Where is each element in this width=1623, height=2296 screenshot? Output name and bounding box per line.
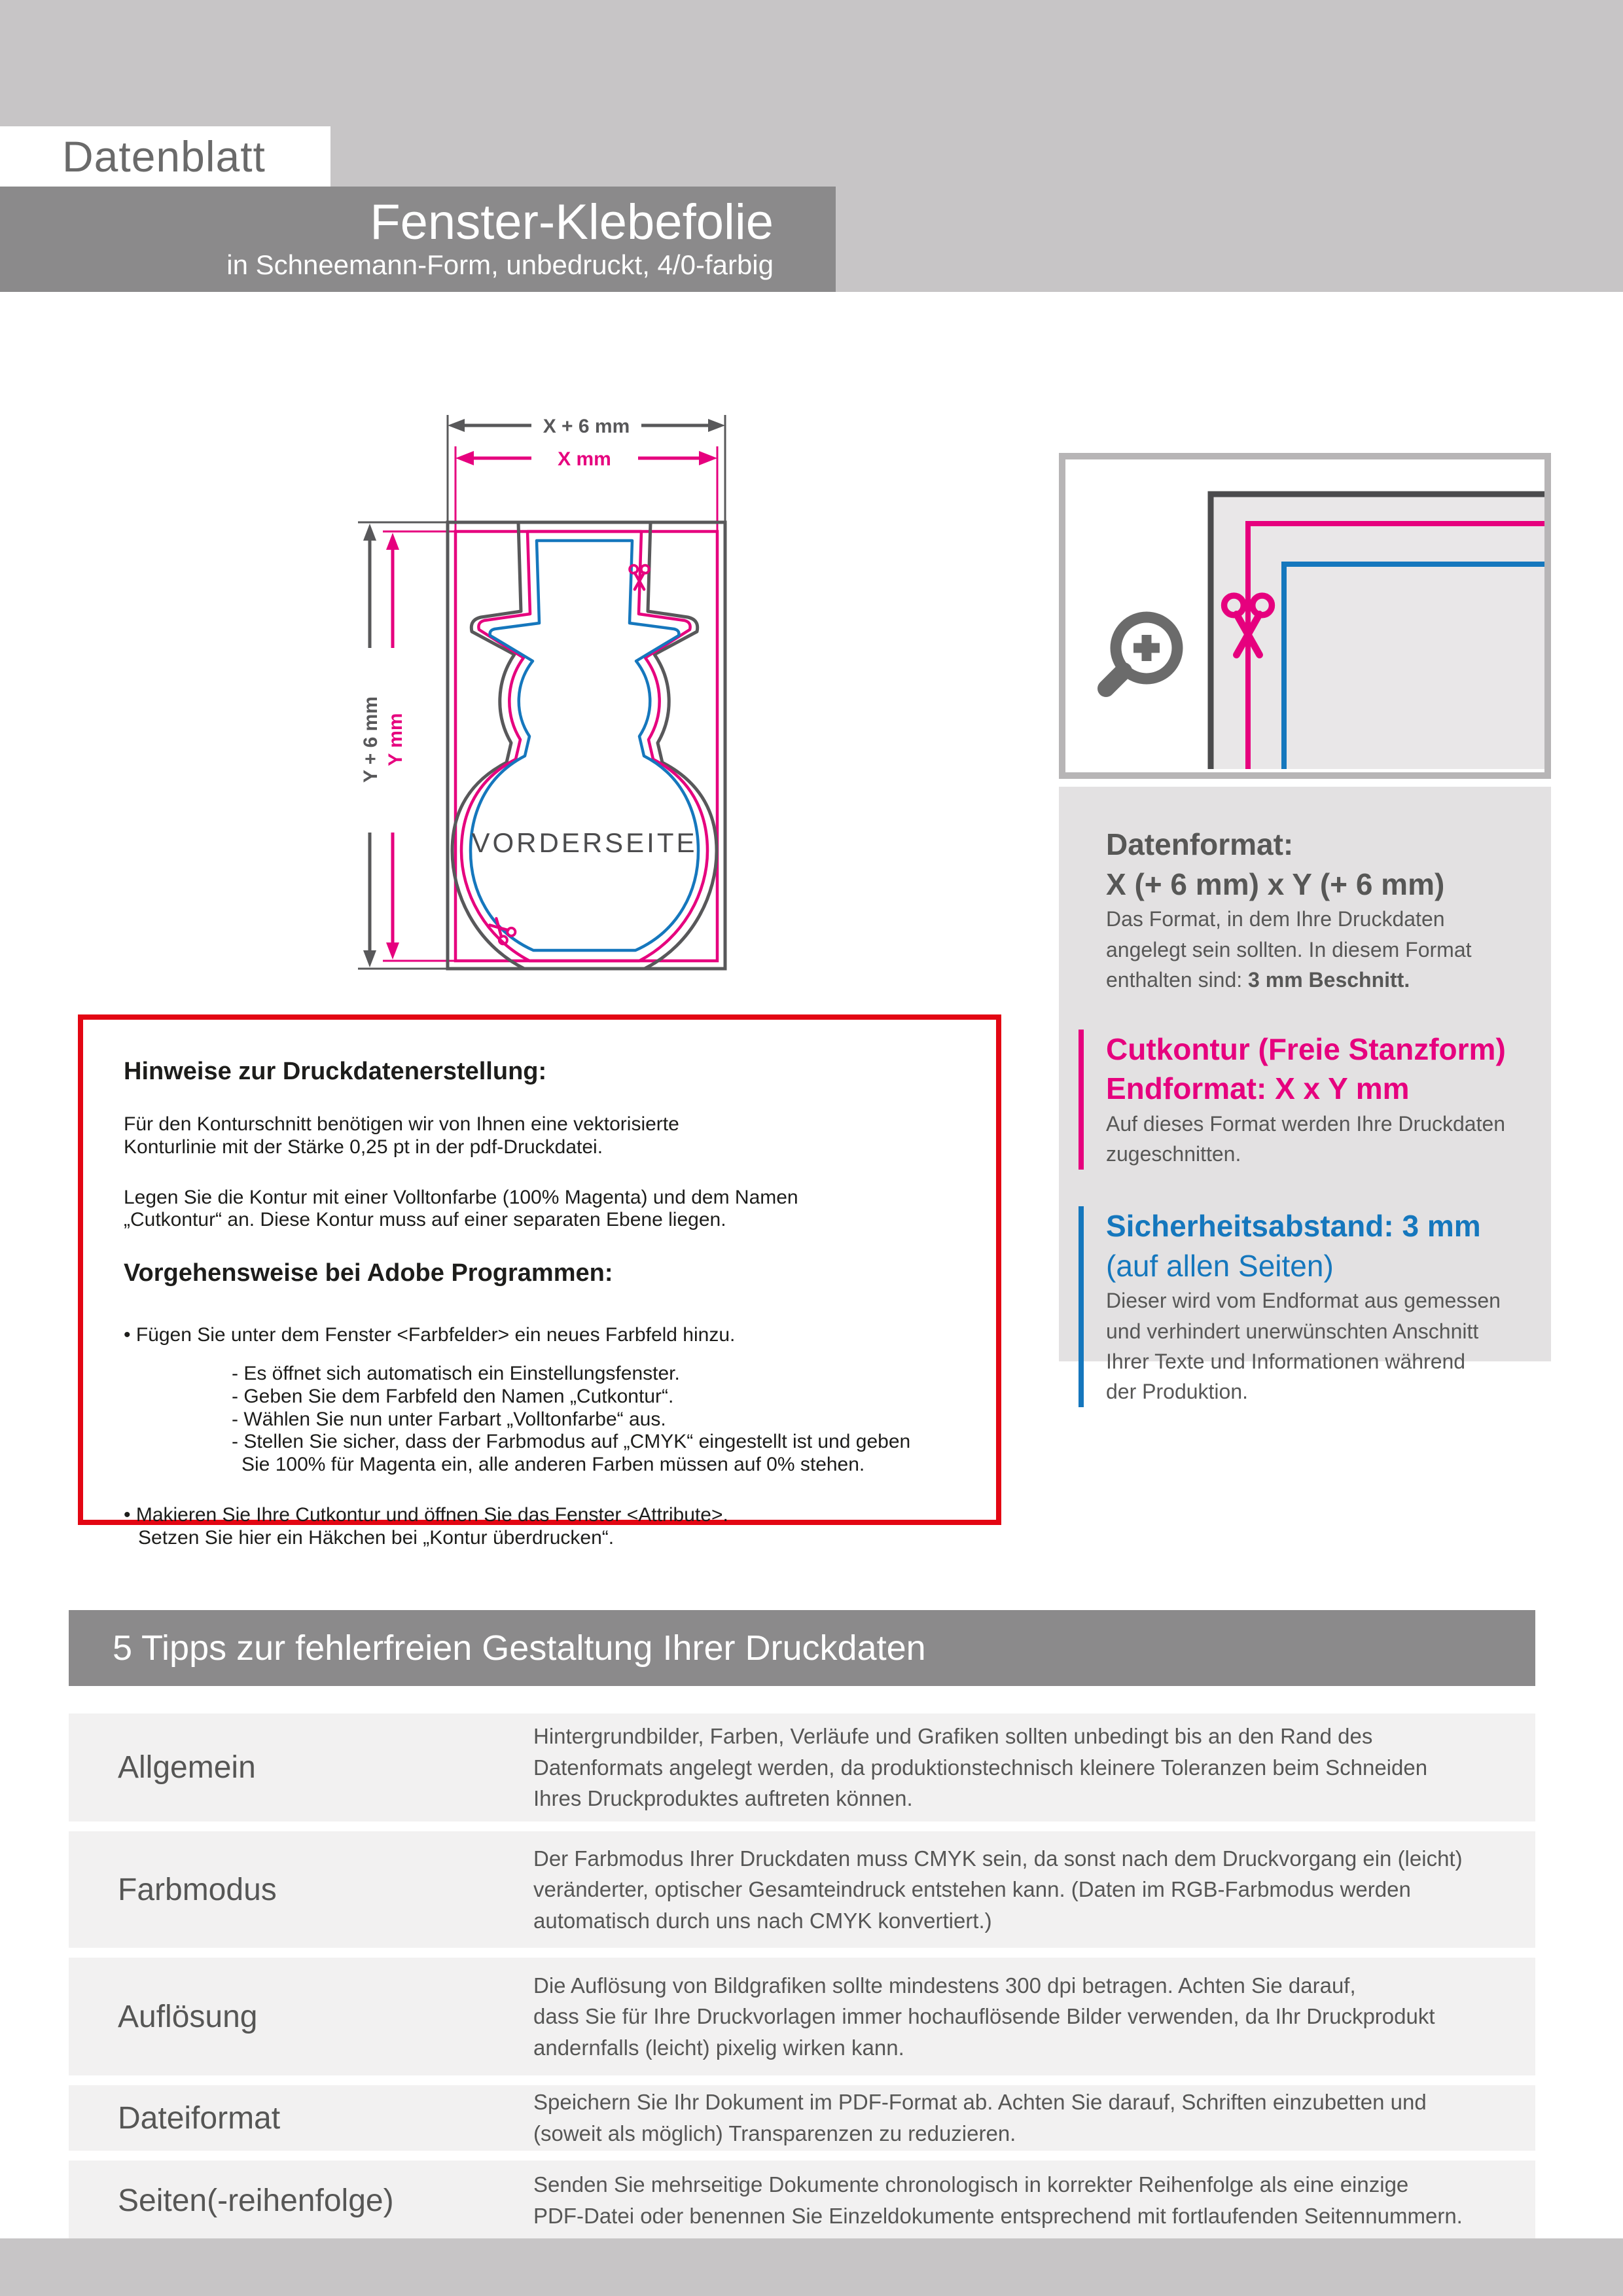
hinweise-paragraph-line: Legen Sie die Kontur mit einer Volltonfarbe (100% Magenta) und dem Namen <box>124 1186 798 1208</box>
sicherheitsabstand-text-line: und verhindert unerwünschten Anschnitt <box>1106 1319 1479 1343</box>
hinweise-dash-item-cont: Sie 100% für Magenta ein, alle anderen Farben müssen auf 0% stehen. <box>241 1454 865 1476</box>
cutkontur-text-line: Auf dieses Format werden Ihre Druckdaten <box>1106 1112 1506 1136</box>
hinweise-paragraph-line: Für den Konturschnitt benötigen wir von Ihnen eine vektorisierte <box>124 1113 679 1135</box>
row-text: Der Farbmodus Ihrer Druckdaten muss CMYK sein, da sonst nach dem Druckvorgang ein (leicht) veränderter, optischer Gesamteindruck entstehen kann. (Daten im RGB-Farbmodus werden automatisch durch uns nach CMYK konvertiert.) <box>533 1846 1463 1933</box>
row-text: Die Auflösung von Bildgrafiken sollte mindestens 300 dpi betragen. Achten Sie darauf, dass Sie für Ihre Druckvorlagen immer hochauflösende Bilder verwenden, da Ihr Druckprodukt andernfalls (leicht) pixelig wirken kann. <box>533 1973 1435 2060</box>
zoom-plus-icon <box>1106 617 1177 689</box>
table-row <box>69 1713 1535 1821</box>
table-row <box>69 2161 1535 2240</box>
hinweise-bullet: • Fügen Sie unter dem Fenster <Farbfelder> ein neues Farbfeld hinzu. <box>124 1324 736 1346</box>
snowman-bleed-contour <box>452 522 717 969</box>
hinweise-bullet: • Makieren Sie Ihre Cutkontur und öffnen Sie das Fenster <Attribute>. <box>124 1503 728 1526</box>
zoom-detail-panel <box>1059 453 1551 779</box>
dim-x-inner-label: X mm <box>558 448 611 470</box>
datenformat-text-line: Das Format, in dem Ihre Druckdaten <box>1106 907 1445 931</box>
sicherheitsabstand-text-line: der Produktion. <box>1106 1380 1249 1404</box>
cut-contour-diagram <box>301 393 772 995</box>
row-text: Hintergrundbilder, Farben, Verläufe und Grafiken sollten unbedingt bis an den Rand des Datenformats angelegt werden, da produktionstechnisch kleinere Toleranzen beim Schneiden Ihres Druckproduktes auftreten können. <box>533 1724 1428 1811</box>
product-subtitle: in Schneemann-Form, unbedruckt, 4/0-farbig <box>226 249 774 281</box>
sicherheitsabstand-section <box>1079 1206 1531 1407</box>
cutkontur-section <box>1079 1030 1531 1170</box>
sicherheitsabstand-text-line: Dieser wird vom Endformat aus gemessen <box>1106 1289 1501 1313</box>
hinweise-paragraph-line: Konturlinie mit der Stärke 0,25 pt in der pdf-Druckdatei. <box>124 1136 603 1158</box>
row-text: Speichern Sie Ihr Dokument im PDF-Format ab. Achten Sie darauf, Schriften einzubetten und (soweit als möglich) Transparenzen zu reduzieren. <box>533 2090 1427 2145</box>
table-row <box>69 1831 1535 1948</box>
hinweise-dash-item: - Geben Sie dem Farbfeld den Namen „Cutkontur“. <box>232 1385 674 1407</box>
datenformat-text-line: enthalten sind: 3 mm Beschnitt. <box>1106 968 1410 992</box>
row-label: Dateiformat <box>118 2100 281 2136</box>
y-inner-dimension <box>383 531 454 961</box>
dim-y-outer-label: Y + 6 mm <box>360 696 382 783</box>
product-title: Fenster-Klebefolie <box>370 194 774 251</box>
hinweise-dash-item: - Stellen Sie sicher, dass der Farbmodus auf „CMYK“ eingestellt ist und geben <box>232 1431 911 1453</box>
bleed-frame <box>448 522 725 969</box>
druckdaten-hinweise-box <box>78 1014 1001 1549</box>
row-label: Auflösung <box>118 1999 258 2034</box>
sicherheitsabstand-subtitle: (auf allen Seiten) <box>1106 1248 1334 1283</box>
hinweise-bullet-cont: Setzen Sie hier ein Häkchen bei „Kontur überdrucken“. <box>138 1526 615 1549</box>
table-row <box>69 2085 1535 2151</box>
sheet-label-box <box>0 126 330 187</box>
tipps-header: 5 Tipps zur fehlerfreien Gestaltung Ihrer Druckdaten <box>113 1628 926 1668</box>
cut-frame <box>455 531 717 961</box>
dim-x-outer-label: X + 6 mm <box>543 416 630 437</box>
adobe-subtitle: Vorgehensweise bei Adobe Programmen: <box>124 1259 613 1287</box>
tipps-table <box>69 1713 1535 2240</box>
row-label: Farbmodus <box>118 1872 277 1907</box>
table-row <box>69 1958 1535 2075</box>
cutkontur-text-line: zugeschnitten. <box>1106 1142 1241 1166</box>
hinweise-dash-item: - Es öffnet sich automatisch ein Einstellungsfenster. <box>232 1362 680 1384</box>
format-info-box <box>1059 787 1551 1404</box>
sicherheitsabstand-title: Sicherheitsabstand: 3 mm <box>1106 1208 1481 1243</box>
sicherheitsabstand-text-line: Ihrer Texte und Informationen während <box>1106 1350 1466 1374</box>
dim-y-inner-label: Y mm <box>385 713 406 766</box>
product-title-band <box>0 187 836 292</box>
snowman-cut-contour <box>461 531 707 961</box>
footer-band <box>0 2238 1623 2296</box>
tipps-header-band <box>69 1610 1535 1686</box>
snowman-safety-contour <box>471 541 698 950</box>
hinweise-paragraph-line: „Cutkontur“ an. Diese Kontur muss auf einer separaten Ebene liegen. <box>124 1209 726 1231</box>
cutkontur-title: Cutkontur (Freie Stanzform) <box>1106 1031 1506 1066</box>
datenformat-text-line: angelegt sein sollten. In diesem Format <box>1106 937 1472 961</box>
row-label: Seiten(-reihenfolge) <box>118 2183 394 2218</box>
row-text: Senden Sie mehrseitige Dokumente chronologisch in korrekter Reihenfolge als eine einzige PDF-Datei oder benennen Sie Einzeldokumente entsprechend mit fortlaufenden Seitennummern. <box>533 2172 1463 2228</box>
hinweise-dash-item: - Wählen Sie nun unter Farbart „Volltonfarbe“ aus. <box>232 1408 666 1430</box>
artwork-bleed-area <box>1211 494 1544 769</box>
endformat-title: Endformat: X x Y mm <box>1106 1071 1410 1106</box>
front-side-label: VORDERSEITE <box>471 827 698 858</box>
sheet-label: Datenblatt <box>62 132 266 181</box>
datenformat-title: Datenformat: <box>1106 827 1294 861</box>
x-inner-dimension <box>455 446 717 530</box>
row-label: Allgemein <box>118 1750 256 1785</box>
beschnitt-bold: 3 mm Beschnitt. <box>1248 968 1410 992</box>
zoom-detail-illustration <box>1065 459 1544 772</box>
hinweise-title: Hinweise zur Druckdatenerstellung: <box>124 1058 547 1085</box>
datenformat-value: X (+ 6 mm) x Y (+ 6 mm) <box>1106 867 1445 901</box>
